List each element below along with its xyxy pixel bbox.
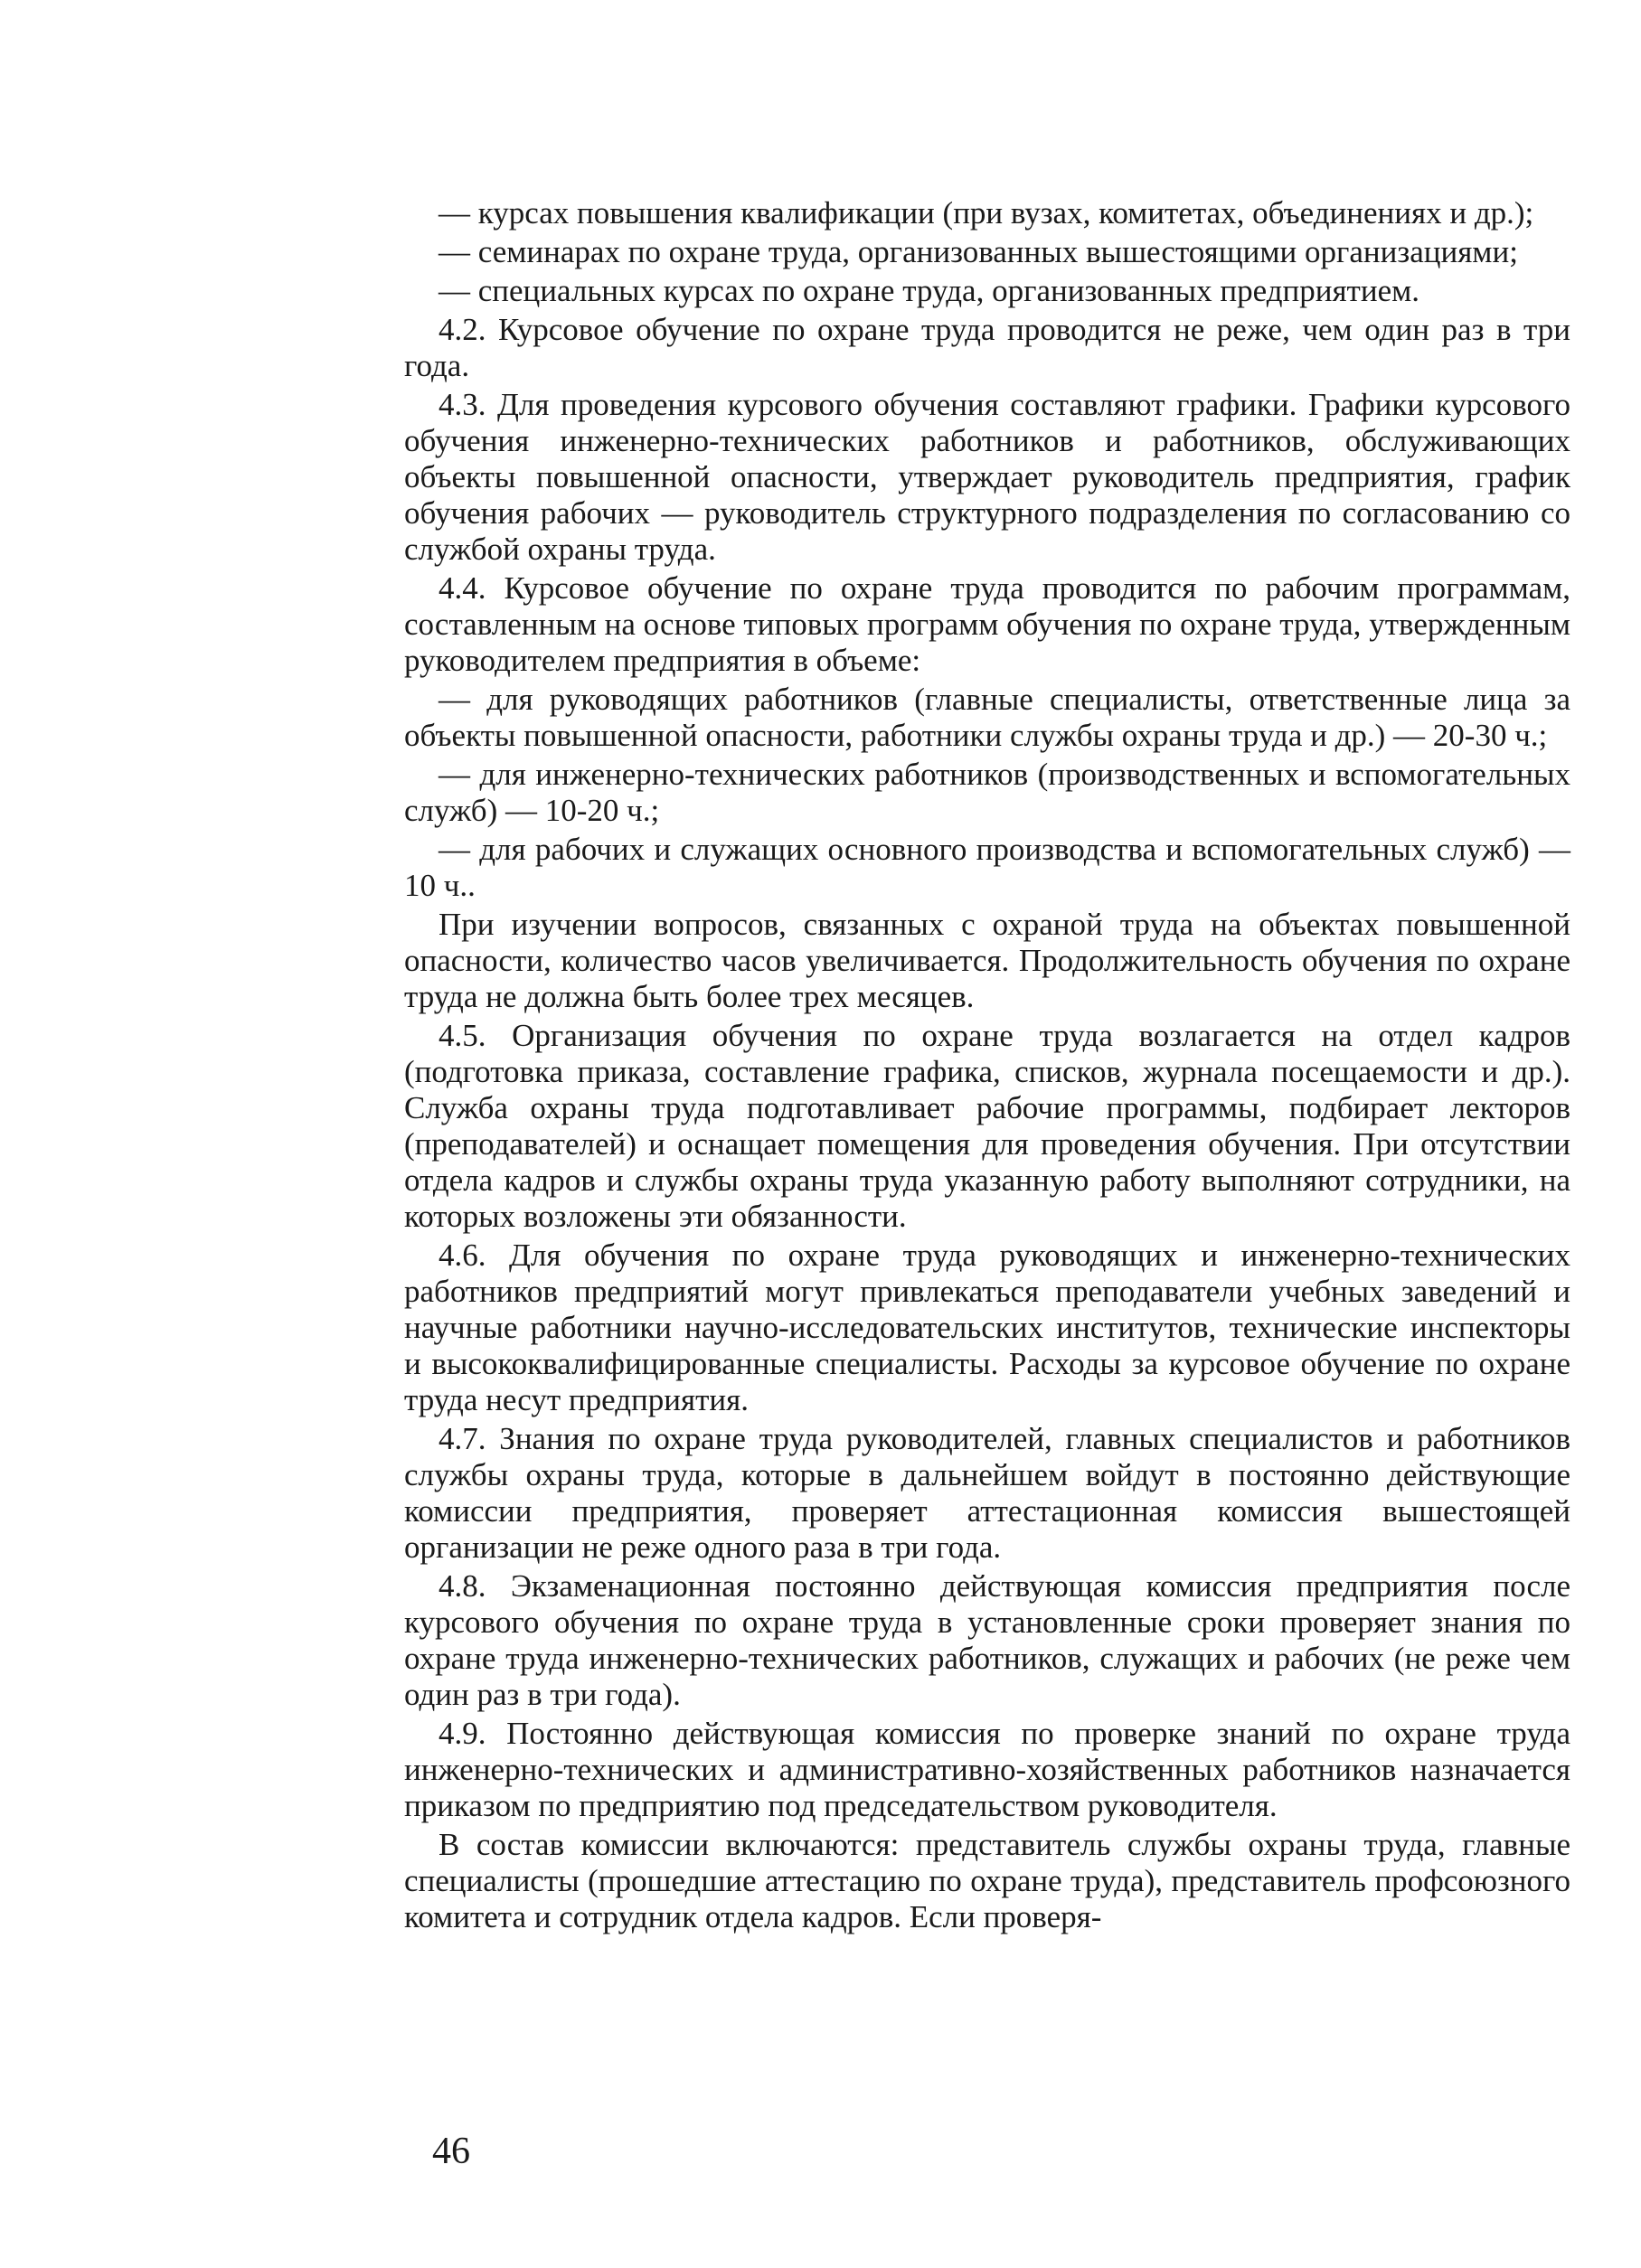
paragraph-4-7: 4.7. Знания по охране труда руководителей, главных специалистов и работников службы охраны труда, которые в дальнейшем войдут в постоянно действующие комиссии предприятия, проверяет аттестационная комиссия вышестоящей организации не реже одного раза в три года. [404, 1421, 1570, 1565]
paragraph-list-item-engineers: — для инженерно-технических работников (производственных и вспомогательных служб) — 10-20 ч.; [404, 757, 1570, 828]
body-text [404, 195, 1570, 1938]
paragraph-commission-composition: В состав комиссии включаются: представитель службы охраны труда, главные специалисты (прошедшие аттестацию по охране труда), представитель профсоюзного комитета и сотрудник отдела кадров. Если проверя- [404, 1827, 1570, 1934]
page-number: 46 [432, 2131, 470, 2172]
paragraph-list-item-workers: — для рабочих и служащих основного производства и вспомогательных служб) — 10 ч.. [404, 832, 1570, 903]
paragraph-4-2: 4.2. Курсовое обучение по охране труда проводится не реже, чем один раз в три года. [404, 312, 1570, 383]
paragraph-list-item-managers: — для руководящих работников (главные специалисты, ответственные лица за объекты повышенной опасности, работники службы охраны труда и др.) — 20-30 ч.; [404, 682, 1570, 753]
paragraph-4-6: 4.6. Для обучения по охране труда руководящих и инженерно-технических работников предприятий могут привлекаться преподаватели учебных заведений и научные работники научно-исследовательских институтов, технические инспекторы и высококвалифицированные специалисты. Расходы за курсовое обучение по охране труда несут предприятия. [404, 1238, 1570, 1417]
paragraph-4-3: 4.3. Для проведения курсового обучения составляют графики. Графики курсового обучения инженерно-технических работников и работников, обслуживающих объекты повышенной опасности, утверждает руководитель предприятия, график обучения рабочих — руководитель структурного подразделения по согласованию со службой охраны труда. [404, 387, 1570, 567]
paragraph-4-4: 4.4. Курсовое обучение по охране труда проводится по рабочим программам, составленным на основе типовых программ обучения по охране труда, утвержденным руководителем предприятия в объеме: [404, 570, 1570, 678]
paragraph-list-item-seminars: — семинарах по охране труда, организованных вышестоящими организациями; [439, 234, 1518, 269]
paragraph-list-item-courses: — курсах повышения квалификации (при вузах, комитетах, объединениях и др.); [439, 195, 1534, 231]
paragraph-4-5: 4.5. Организация обучения по охране труда возлагается на отдел кадров (подготовка приказа, составление графика, списков, журнала посещаемости и др.). Служба охраны труда подготавливает рабочие программы, подбирает лекторов (преподавателей) и оснащает помещения для проведения обучения. При отсутствии отдела кадров и службы охраны труда указанную работу выполняют сотрудники, на которых возложены эти обязанности. [404, 1018, 1570, 1234]
paragraph-4-9: 4.9. Постоянно действующая комиссия по проверке знаний по охране труда инженерно-технических и административно-хозяйственных работников назначается приказом по предприятию под председательством руководителя. [404, 1716, 1570, 1823]
paragraph-high-risk-note: При изучении вопросов, связанных с охраной труда на объектах повышенной опасности, количество часов увеличивается. Продолжительность обучения по охране труда не должна быть более трех месяцев. [404, 907, 1570, 1014]
paragraph-4-8: 4.8. Экзаменационная постоянно действующая комиссия предприятия после курсового обучения по охране труда в установленные сроки проверяет знания по охране труда инженерно-технических работников, служащих и рабочих (не реже чем один раз в три года). [404, 1568, 1570, 1712]
paragraph-list-item-special-courses: — специальных курсах по охране труда, организованных предприятием. [439, 273, 1420, 308]
